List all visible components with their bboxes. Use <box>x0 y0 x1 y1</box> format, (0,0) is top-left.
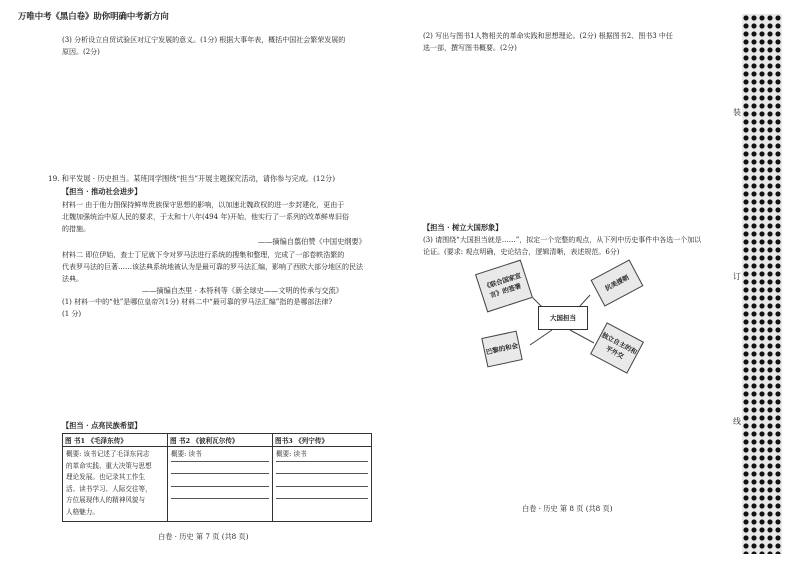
question-1 <box>62 296 332 320</box>
diagram-node-un-declaration: 《联合国家宣言》的签署 <box>475 260 533 313</box>
table-header: 图书3 《列宁传》 <box>273 434 372 447</box>
book-table <box>62 433 372 522</box>
text-line: (3) 分析设立自贸试验区对辽宁发展的意义。(1分) 根据大事年表，概括中国社会繁荣发展的 <box>62 36 346 44</box>
binding-strip-pattern <box>742 14 782 554</box>
page-footer-left: 白卷 · 历史 第 7 页 (共8 页) <box>158 532 249 541</box>
material-1 <box>62 199 349 235</box>
binding-label: 装 <box>733 108 741 117</box>
question-3-left <box>62 34 345 58</box>
diagram-center: 大国担当 <box>538 306 588 330</box>
text-line: 选一部，撰写图书概要。(2分) <box>423 44 517 52</box>
question-3-right <box>423 234 701 258</box>
section-title-social-progress: 【担当 · 推动社会进步】 <box>62 187 142 196</box>
text-line: 论证。(要求: 观点明确，史论结合，逻辑清晰，表述规范。6分) <box>423 248 620 256</box>
material-1-source: ——摘编自翦伯赞《中国史纲要》 <box>258 237 366 246</box>
book-3-summary-field[interactable]: 概要: 读书 <box>273 447 372 522</box>
material-2 <box>62 249 363 285</box>
text-line: 材料二 即位伊始，查士丁尼就下令对罗马法进行系统的搜集和整理，完成了一部卷帙浩繁的 <box>62 251 345 259</box>
diagram-node-independent-diplomacy: 独立自主的和平外交 <box>590 322 644 374</box>
book-1-summary: 概要: 该书记述了毛泽东同志 的革命实践、重大决策与思想 理论发展。也记录其工作生 活、读书学习、人际交往等， 方位展现伟人的精神风貌与 人格魅力。 <box>63 447 168 522</box>
table-header: 图 书1 《毛泽东传》 <box>63 434 168 447</box>
text-line: (1) 材料一中的“他”是哪位皇帝?(1分) 材料二中“最可靠的罗马法汇编”指的是哪部法律? <box>62 298 333 306</box>
diagram-node-paris-conference: 巴黎的和会 <box>481 331 522 368</box>
question-19: 19. 和平发展 · 历史担当。某班同学围绕“担当”开展主题探究活动，请你参与完成。(12分) <box>48 174 336 183</box>
section-title-great-power: 【担当 · 树立大国形象】 <box>423 223 503 232</box>
text-line: (3) 请围绕“大国担当就是……”，拟定一个完整的观点，从下列中历史事件中各选一个加以 <box>423 236 702 244</box>
material-2-source: ——摘编自杰里 · 本特利等《新全球史——文明的传承与交流》 <box>142 286 343 295</box>
table-header: 图 书2 《彼利瓦尔传》 <box>168 434 273 447</box>
binding-label: 订 <box>733 272 741 281</box>
diagram-node-korean-war: 抗美援朝 <box>591 259 644 306</box>
page-footer-right: 白卷 · 历史 第 8 页 (共8 页) <box>522 504 613 513</box>
book-2-summary-field[interactable]: 概要: 读书 <box>168 447 273 522</box>
text-line: (2) 写出与图书1人物相关的革命实践和思想理论。(2分) 根据图书2、图书3 中任 <box>423 32 673 40</box>
text-line: 代表罗马法的巨著……该法典系统地被认为是最可靠的罗马法汇编，影响了西欧大部分地区的民法 <box>62 263 363 271</box>
question-2-right <box>423 30 673 54</box>
text-line: 北魏加强统治中原人民的要求，于太和十八年(494 年)开始，他实行了一系列的改革鲜卑旧俗 <box>62 213 350 221</box>
text-line: 法典。 <box>62 275 83 283</box>
text-line: 材料一 由于他力图保持鲜卑贵族保守思想的影响，以加速北魏政权的进一步封建化，更由于 <box>62 201 345 209</box>
exam-header: 万唯中考《黑白卷》助你明确中考新方向 <box>18 11 169 21</box>
text-line: 原因。(2分) <box>62 48 100 56</box>
text-line: 的措施。 <box>62 225 90 233</box>
section-title-national-hope: 【担当 · 点亮民族希望】 <box>62 421 142 430</box>
text-line: (1 分) <box>62 310 82 318</box>
binding-label: 线 <box>733 417 741 426</box>
